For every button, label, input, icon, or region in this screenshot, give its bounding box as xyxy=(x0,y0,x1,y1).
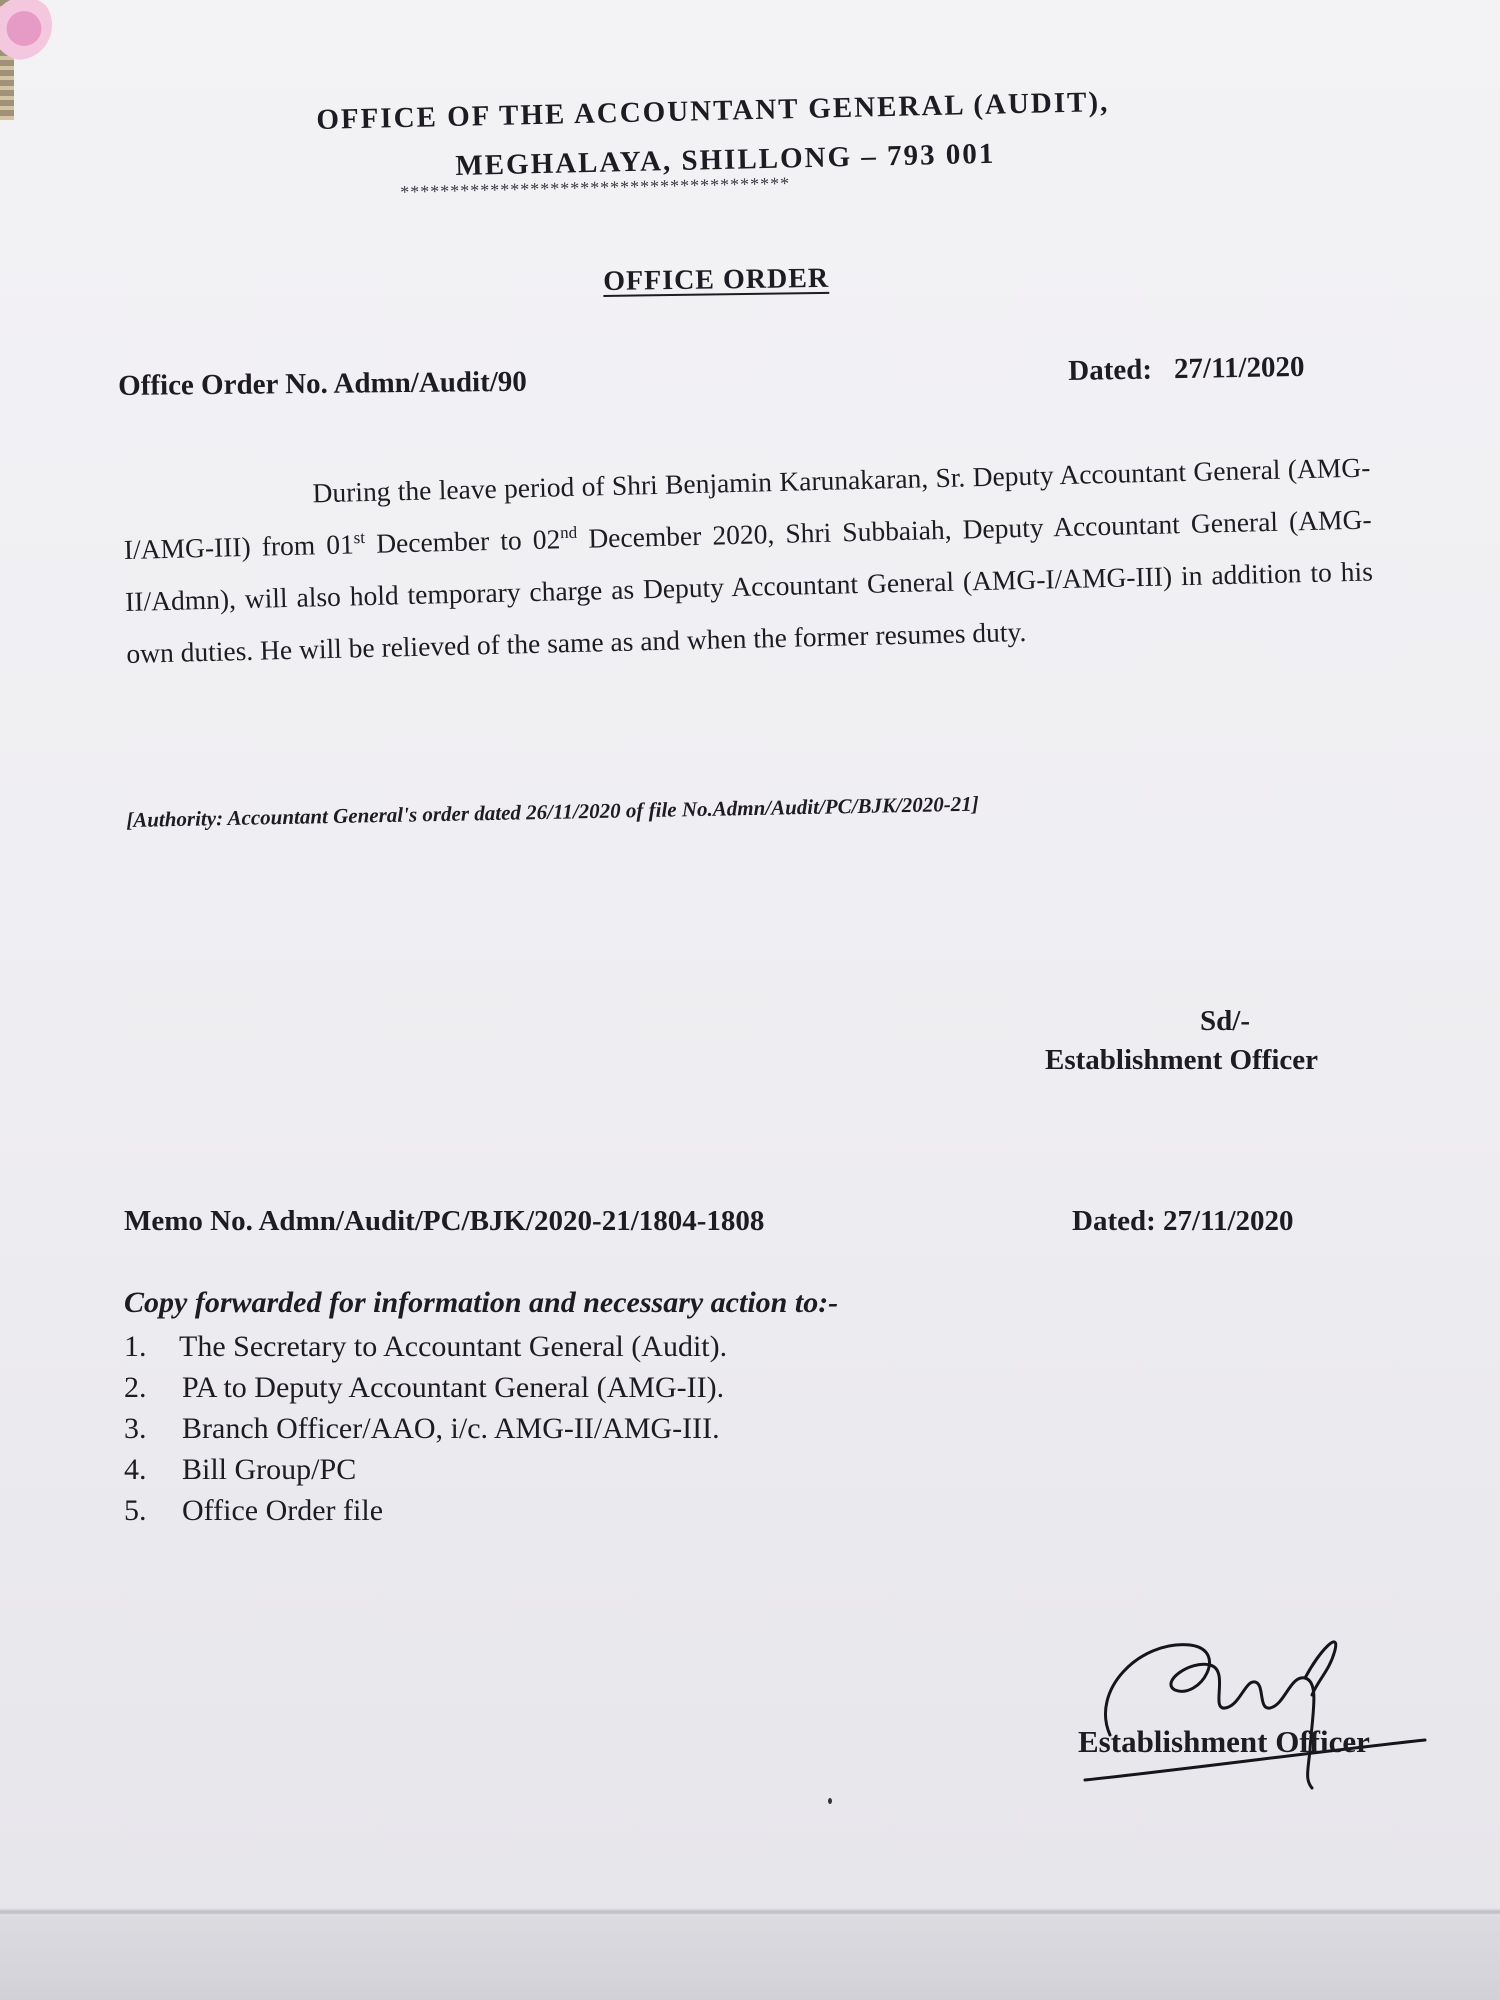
body-text-part1: During the leave period of Shri Benjamin Karunakaran, Sr. Deputy Accountant General (AMG-I/AMG-III) from 01 xyxy=(123,451,1371,565)
list-item-number: 1. xyxy=(124,1330,147,1363)
body-superscript-st: st xyxy=(353,527,366,548)
office-order-number: Office Order No. Admn/Audit/90 xyxy=(118,365,528,402)
list-item xyxy=(124,1449,727,1490)
list-item-text: Bill Group/PC xyxy=(182,1453,357,1486)
memo-number: Memo No. Admn/Audit/PC/BJK/2020-21/1804-1808 xyxy=(124,1205,765,1237)
list-item-text: PA to Deputy Accountant General (AMG-II). xyxy=(182,1371,725,1404)
list-item-text: The Secretary to Accountant General (Audit). xyxy=(179,1330,728,1363)
body-superscript-nd: nd xyxy=(559,522,578,543)
recipient-list xyxy=(124,1326,727,1531)
signature-designation: Establishment Officer xyxy=(1078,1724,1370,1759)
pink-tag xyxy=(0,0,52,60)
copy-forwarded-heading: Copy forwarded for information and necessary action to:- xyxy=(124,1286,839,1319)
body-text-part3: December 2020, Shri Subbaiah, Deputy Accountant General (AMG-II/Admn), will also hold temporary charge as Deputy Accountant General (AMG-I/AMG-III) in addition to his own duties. He will be relieved of the same as and when the former resumes duty. xyxy=(124,503,1374,669)
list-item xyxy=(124,1490,727,1531)
date-label: Dated: xyxy=(1068,353,1153,387)
list-item-number: 3. xyxy=(124,1412,147,1445)
signoff-designation: Establishment Officer xyxy=(1045,1044,1319,1076)
authority-note: [Authority: Accountant General's order dated 26/11/2020 of file No.Admn/Audit/PC/BJK/2020-21] xyxy=(126,791,980,832)
order-body-paragraph xyxy=(122,442,1375,680)
list-item-number: 4. xyxy=(124,1453,147,1486)
document-title: OFFICE ORDER xyxy=(603,262,830,297)
list-item xyxy=(124,1326,727,1367)
office-header-line1: OFFICE OF THE ACCOUNTANT GENERAL (AUDIT), xyxy=(316,86,1110,136)
sd-mark: Sd/- xyxy=(1200,1005,1250,1037)
list-item-text: Office Order file xyxy=(182,1494,384,1527)
list-item-text: Branch Officer/AAO, i/c. AMG-II/AMG-III. xyxy=(182,1412,720,1445)
list-item-number: 5. xyxy=(124,1494,147,1527)
date-value: 27/11/2020 xyxy=(1173,350,1305,386)
list-item-number: 2. xyxy=(124,1371,147,1404)
paper-fold-line xyxy=(0,1908,1500,1916)
list-item xyxy=(124,1367,727,1408)
body-text-part2: December to 02 xyxy=(364,523,561,560)
ink-dot xyxy=(828,1798,832,1804)
header-star-divider: *************************************** xyxy=(400,173,791,202)
list-item xyxy=(124,1408,727,1449)
paper-bottom-shade xyxy=(0,1916,1500,2000)
office-order-date xyxy=(1068,351,1305,388)
handwritten-signature xyxy=(1080,1620,1450,1790)
office-header-line2: MEGHALAYA, SHILLONG – 793 001 xyxy=(455,137,996,182)
memo-date: Dated: 27/11/2020 xyxy=(1072,1205,1294,1237)
